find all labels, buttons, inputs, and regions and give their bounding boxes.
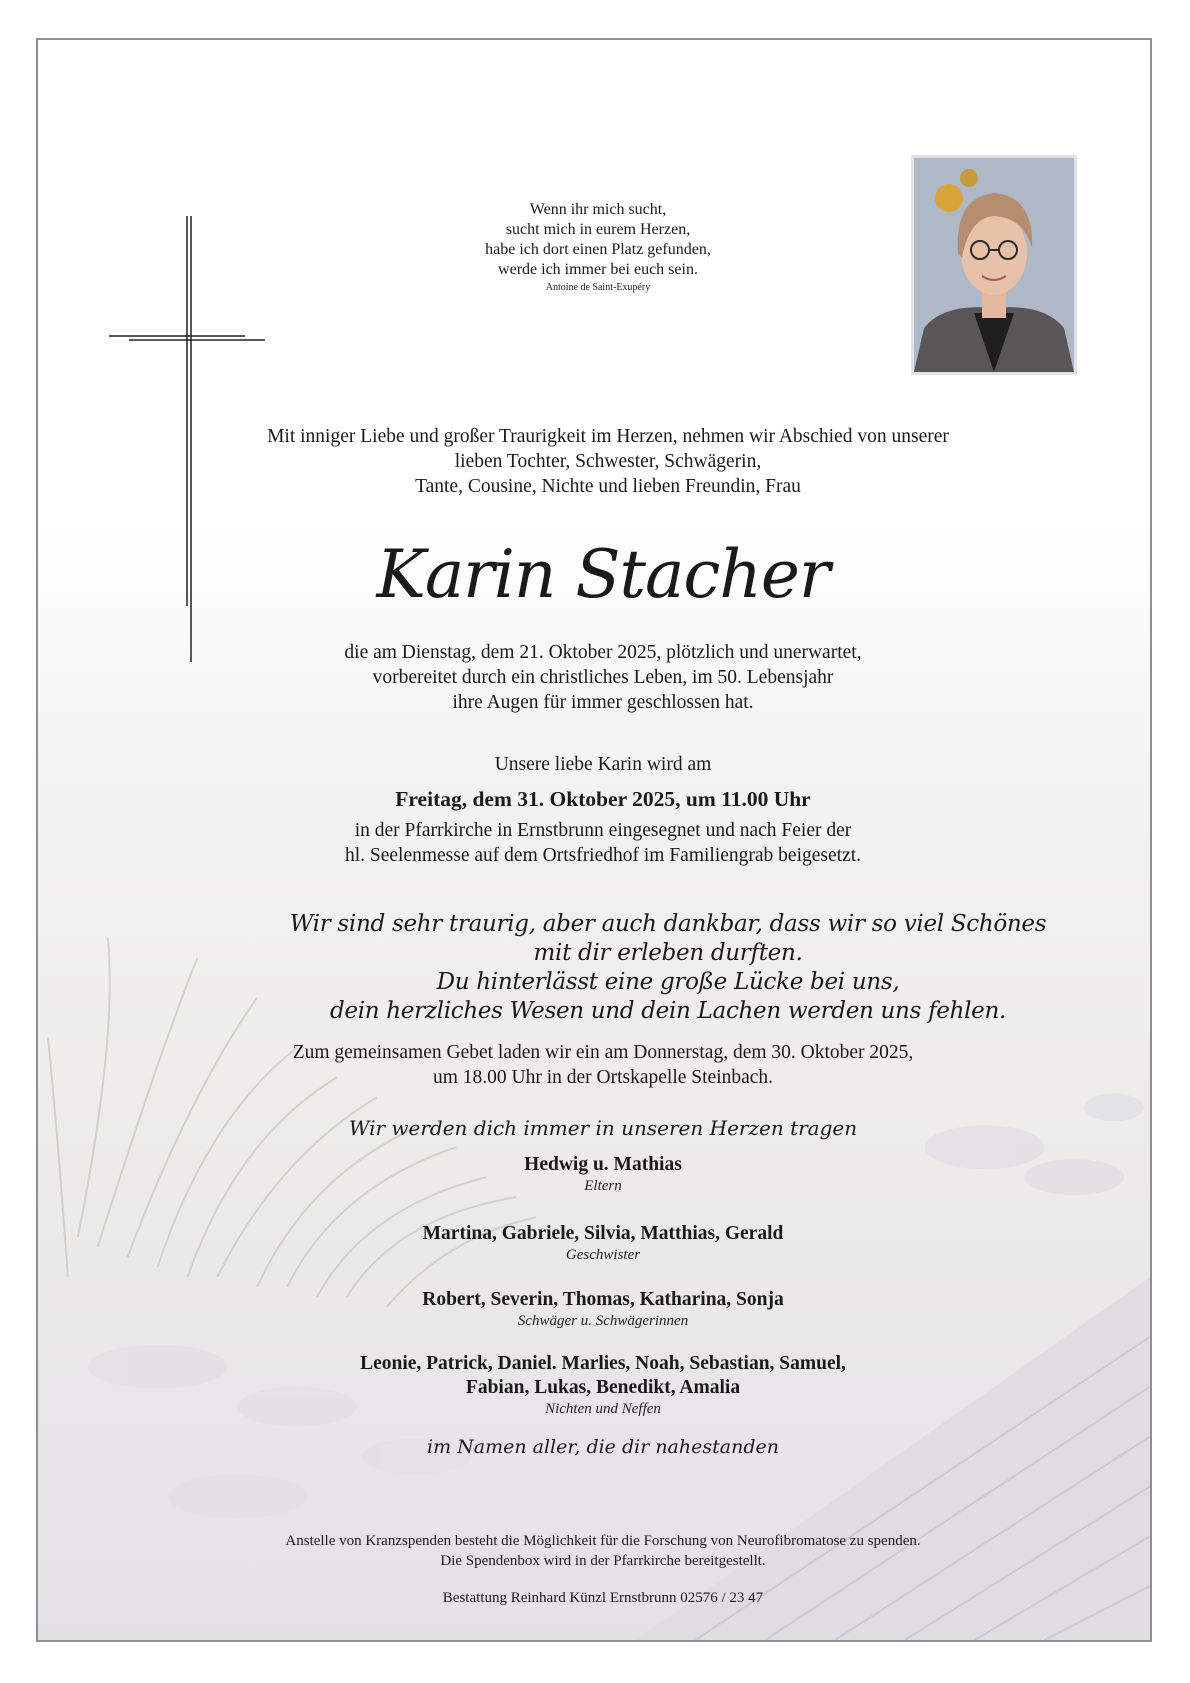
mourner-names: Fabian, Lukas, Benedikt, Amalia <box>465 1377 741 1398</box>
farewell-line: Wir sind sehr traurig, aber auch dankbar, dass wir so viel Schönes mit dir erleben durften. <box>289 911 1047 966</box>
funeral-date: Freitag, dem 31. Oktober 2025, um 11.00 Uhr <box>395 787 811 811</box>
funeral-line: in der Pfarrkirche in Ernstbrunn eingesegnet und nach Feier der <box>354 820 852 841</box>
donation-line: Die Spendenbox wird in der Pfarrkirche bereitgestellt. <box>440 1553 766 1569</box>
donation-notice <box>218 1531 988 1571</box>
intro-text <box>258 424 958 499</box>
mourner-names: Robert, Severin, Thomas, Katharina, Sonja <box>422 1289 784 1310</box>
mourner-group <box>288 1352 918 1419</box>
quote-line: sucht mich in eurem Herzen, <box>505 221 691 238</box>
farewell-line: dein herzliches Wesen und dein Lachen werden uns fehlen. <box>329 998 1006 1024</box>
cross-icon <box>109 216 279 662</box>
death-line: vorbereitet durch ein christliches Leben, im 50. Lebensjahr <box>372 667 834 688</box>
farewell-line: Du hinterlässt eine große Lücke bei uns, <box>436 969 900 995</box>
farewell-script <box>268 910 1068 1026</box>
quote-line: Wenn ihr mich sucht, <box>529 201 667 218</box>
portrait-icon <box>914 158 1074 372</box>
deceased-name: Karin Stacher <box>376 536 830 613</box>
death-line: die am Dienstag, dem 21. Oktober 2025, plötzlich und unerwartet, <box>344 642 862 663</box>
intro-line: Mit inniger Liebe und großer Traurigkeit im Herzen, nehmen wir Abschied von unserer <box>267 426 949 447</box>
mourner-role: Geschwister <box>565 1247 641 1263</box>
obituary-frame <box>36 38 1152 1642</box>
funeral-line: hl. Seelenmesse auf dem Ortsfriedhof im Familiengrab beigesetzt. <box>344 845 862 866</box>
quote-line: habe ich dort einen Platz gefunden, <box>485 241 711 258</box>
prayer-line: Zum gemeinsamen Gebet laden wir ein am Donnerstag, dem 30. Oktober 2025, <box>292 1042 914 1063</box>
mourner-group <box>288 1153 918 1196</box>
mourner-role: Schwäger u. Schwägerinnen <box>517 1313 689 1329</box>
mourner-names: Martina, Gabriele, Silvia, Matthias, Gerald <box>422 1223 784 1244</box>
intro-line: Tante, Cousine, Nichte und lieben Freundin, Frau <box>415 476 801 497</box>
mourner-role: Eltern <box>584 1178 622 1194</box>
mourner-names: Leonie, Patrick, Daniel. Marlies, Noah, Sebastian, Samuel, <box>360 1353 846 1374</box>
portrait-photo <box>911 155 1077 375</box>
mourner-group <box>288 1288 918 1331</box>
undertaker-info: Bestattung Reinhard Künzl Ernstbrunn 02576 / 23 47 <box>442 1590 764 1606</box>
hearts-script: Wir werden dich immer in unseren Herzen tragen <box>348 1116 858 1140</box>
mourner-role: Nichten und Neffen <box>545 1401 661 1417</box>
quote-block <box>398 200 798 296</box>
quote-author: Antoine de Saint-Exupéry <box>545 282 651 293</box>
intro-line: lieben Tochter, Schwester, Schwägerin, <box>454 451 762 472</box>
funeral-details <box>288 818 918 868</box>
death-line: ihre Augen für immer geschlossen hat. <box>452 692 754 713</box>
prayer-notice <box>288 1040 918 1090</box>
quote-line: werde ich immer bei euch sein. <box>498 261 698 278</box>
closing-script: im Namen aller, die dir nahestanden <box>427 1436 779 1458</box>
prayer-line: um 18.00 Uhr in der Ortskapelle Steinbach. <box>432 1067 774 1088</box>
mourner-names: Hedwig u. Mathias <box>524 1154 682 1175</box>
funeral-intro: Unsere liebe Karin wird am <box>494 754 712 775</box>
mourner-group <box>288 1222 918 1265</box>
donation-line: Anstelle von Kranzspenden besteht die Möglichkeit für die Forschung von Neurofibromatose zu spenden. <box>285 1533 921 1549</box>
death-notice <box>288 640 918 715</box>
